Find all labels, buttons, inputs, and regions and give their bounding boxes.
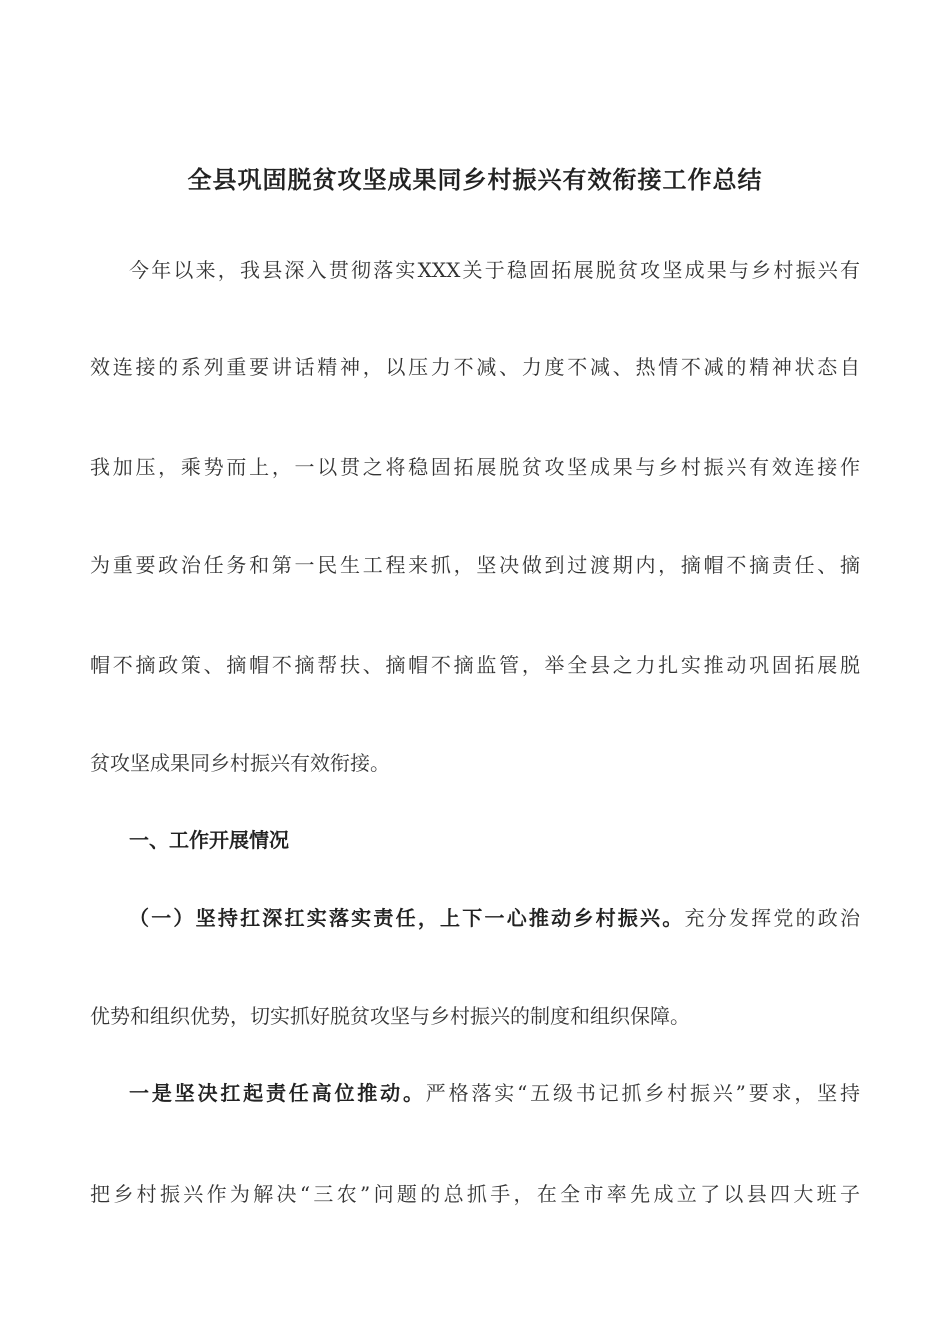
subsection-1-line-2: 优势和组织优势，切实抓好脱贫攻坚与乡村振兴的制度和组织保障。 — [90, 1004, 690, 1028]
subsection-1-line-1 — [129, 904, 860, 932]
point-1-line-2: 把乡村振兴作为解决“三农”问题的总抓手，在全市率先成立了以县四大班子 — [90, 1182, 860, 1206]
intro-line-6: 贫攻坚成果同乡村振兴有效衔接。 — [90, 751, 390, 775]
point-1-line-1 — [129, 1079, 860, 1107]
point-1-lead: 一是坚决扛起责任高位推动。 — [129, 1081, 426, 1105]
intro-line-3: 我加压，乘势而上，一以贯之将稳固拓展脱贫攻坚成果与乡村振兴有效连接作 — [90, 455, 860, 479]
point-1-text: 严格落实“五级书记抓乡村振兴”要求，坚持 — [425, 1081, 861, 1105]
intro-line-5: 帽不摘政策、摘帽不摘帮扶、摘帽不摘监管，举全县之力扎实推动巩固拓展脱 — [90, 653, 860, 677]
intro-line-4: 为重要政治任务和第一民生工程来抓，坚决做到过渡期内，摘帽不摘责任、摘 — [90, 553, 860, 577]
intro-line-2: 效连接的系列重要讲话精神，以压力不减、力度不减、热情不减的精神状态自 — [90, 355, 860, 379]
intro-line-1: 今年以来，我县深入贯彻落实XXX关于稳固拓展脱贫攻坚成果与乡村振兴有 — [129, 258, 860, 282]
document-title: 全县巩固脱贫攻坚成果同乡村振兴有效衔接工作总结 — [187, 166, 763, 194]
subsection-1-text: 充分发挥党的政治 — [684, 906, 860, 930]
subsection-1-lead: （一）坚持扛深扛实落实责任，上下一心推动乡村振兴。 — [129, 906, 685, 930]
section-heading: 一、工作开展情况 — [129, 828, 289, 852]
